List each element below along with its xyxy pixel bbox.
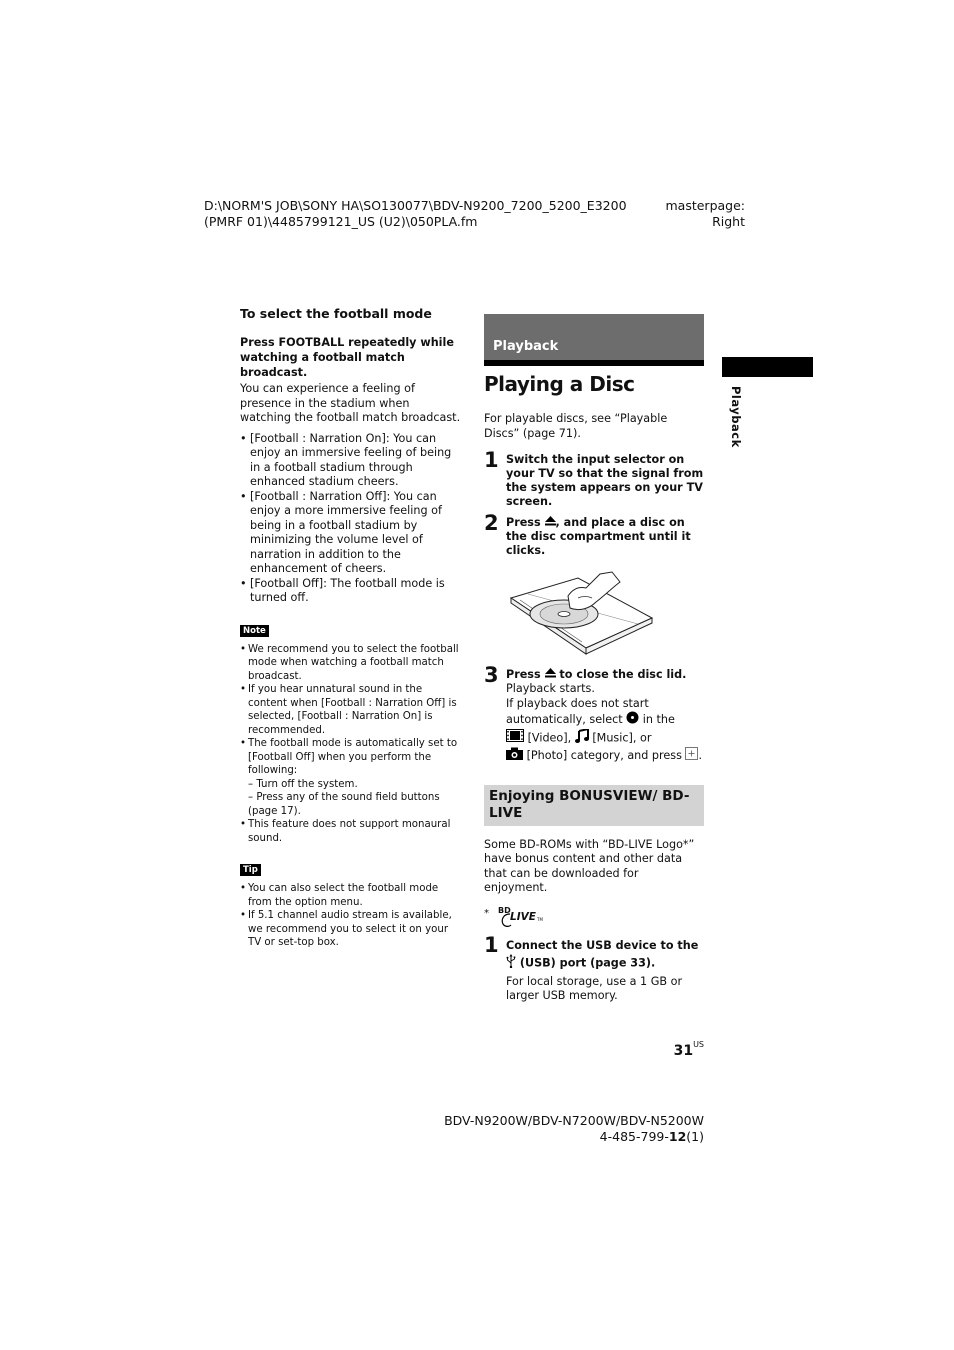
list-item: • We recommend you to select the football mode when watching a football match broadcast. <box>240 643 462 684</box>
file-path-line2: (PMRF 01)\4485799121_US (U2)\050PLA.fm <box>204 214 478 229</box>
disc-tray-illustration <box>508 568 654 660</box>
note-sub-item: – Turn off the system. <box>248 778 358 790</box>
step-3-body <box>506 682 704 765</box>
list-item: • [Football Off]: The football mode is turned off. <box>240 577 462 606</box>
tip-label: Tip <box>240 864 261 876</box>
page-number-value: 31 <box>673 1043 694 1059</box>
masterpage-label: masterpage: <box>665 198 745 213</box>
list-item: • [Football : Narration On]: You can enjoy an immersive feeling of being in a football stadium through enhanced stadium cheers. <box>240 432 462 490</box>
section-label: Playback <box>493 339 559 354</box>
camera-icon <box>506 747 523 765</box>
list-item: • This feature does not support monaural sound. <box>240 818 462 845</box>
footer-code-bold: 12 <box>668 1129 687 1144</box>
file-path-line1: D:\NORM'S JOB\SONY HA\SO130077\BDV-N9200_7200_5200_E3200 <box>204 198 627 213</box>
eject-icon <box>545 516 556 530</box>
file-path <box>204 198 627 230</box>
footer-code-prefix: 4-485-799- <box>599 1129 669 1144</box>
left-column <box>240 306 462 950</box>
bd-live-logo-tm: TM <box>537 916 543 922</box>
list-item <box>240 737 462 818</box>
disc-tray-icon <box>508 568 654 660</box>
note-label: Note <box>240 625 269 637</box>
step-text-part: , and place a disc on the disc compartment until it clicks. <box>506 516 691 557</box>
step-text <box>506 516 704 558</box>
usb-icon <box>506 954 516 973</box>
step-number: 1 <box>484 448 499 472</box>
note-list <box>240 643 462 846</box>
page-number-suffix: US <box>693 1040 704 1049</box>
page-number <box>664 1040 704 1059</box>
football-instruction: Press FOOTBALL repeatedly while watching a football match broadcast. <box>240 336 454 379</box>
step-3 <box>484 663 704 765</box>
step-text-part: Press <box>506 516 545 529</box>
section-banner <box>484 314 704 360</box>
step-text-part: Press <box>506 668 545 681</box>
step-text <box>506 938 704 973</box>
list-item: • If you hear unnatural sound in the content when [Football : Narration Off] is selected, [Football : Narration On] is recommended. <box>240 683 462 737</box>
step-body-text: . <box>698 749 703 763</box>
bonus-description: Some BD-ROMs with “BD-LIVE Logo*” have bonus content and other data that can be downloaded for enjoyment. <box>484 837 695 895</box>
tip-list <box>240 882 462 950</box>
note-text: The football mode is automatically set to [Football Off] when you perform the following: <box>248 738 458 776</box>
list-item: • If 5.1 channel audio stream is available, we recommend you to select it on your TV or set-top box. <box>240 909 462 950</box>
masterpage-info <box>640 198 745 230</box>
step-body-text: If playback does not start automatically, select <box>506 696 649 726</box>
step-text: Switch the input selector on your TV so that the signal from the system appears on your TV screen. <box>506 453 704 508</box>
disc-icon <box>626 711 639 729</box>
bd-live-logo-bd: BD <box>498 905 511 915</box>
step-number: 3 <box>484 663 499 687</box>
right-column <box>484 314 704 1004</box>
step-2 <box>484 511 704 558</box>
eject-icon <box>545 668 556 682</box>
side-tab-label: Playback <box>729 386 743 448</box>
masterpage-value: Right <box>712 214 745 229</box>
music-icon <box>575 729 589 748</box>
bd-live-swoosh-icon <box>500 912 512 928</box>
step-body-text: [Photo] category, and press <box>526 749 686 763</box>
step-1 <box>484 448 704 509</box>
side-tab <box>729 386 745 446</box>
video-icon <box>506 729 524 747</box>
step-body-text: [Music], or <box>592 731 652 745</box>
step-text-part: (USB) port (page 33). <box>516 956 656 970</box>
step-body-text: For local storage, use a 1 GB or larger USB memory. <box>506 974 683 1003</box>
note-sub-item: – Press any of the sound field buttons (page 17). <box>248 792 440 817</box>
bd-live-logo-live: LIVE <box>510 910 536 923</box>
football-options <box>240 432 462 606</box>
side-tab-bar <box>722 357 813 377</box>
footer-models: BDV-N9200W/BDV-N7200W/BDV-N5200W <box>444 1113 704 1128</box>
step-text-part: Connect the USB device to the <box>506 938 699 952</box>
football-mode-heading: To select the football mode <box>240 306 432 321</box>
step-number: 2 <box>484 511 499 535</box>
step-text-part: to close the disc lid. <box>555 668 687 681</box>
bonus-step-1 <box>484 932 704 1004</box>
bd-live-logo-row <box>484 906 704 928</box>
step-number: 1 <box>484 932 499 957</box>
footer-code-suffix: (1) <box>686 1129 704 1144</box>
step-body-text: [Video], <box>527 731 575 745</box>
enter-button-icon <box>685 747 698 765</box>
bd-live-logo <box>498 906 548 928</box>
bonusview-heading: Enjoying BONUSVIEW/ BD-LIVE <box>484 785 704 826</box>
intro-text: For playable discs, see “Playable Discs” (page 71). <box>484 412 668 440</box>
step-body-text: in the <box>639 712 675 726</box>
step-body-text: Playback starts. <box>506 682 595 695</box>
section-divider <box>484 360 704 366</box>
step-text <box>506 668 704 682</box>
list-item: • [Football : Narration Off]: You can enjoy a more immersive feeling of being in a football stadium by minimizing the volume level of narration in addition to the enhancement of cheers. <box>240 490 462 577</box>
footer <box>404 1113 704 1145</box>
list-item: • You can also select the football mode from the option menu. <box>240 882 462 909</box>
asterisk: * <box>484 907 489 919</box>
football-description: You can experience a feeling of presence in the stadium when watching the football match broadcast. <box>240 382 461 424</box>
footer-code <box>404 1129 704 1145</box>
page-title: Playing a Disc <box>484 372 635 396</box>
